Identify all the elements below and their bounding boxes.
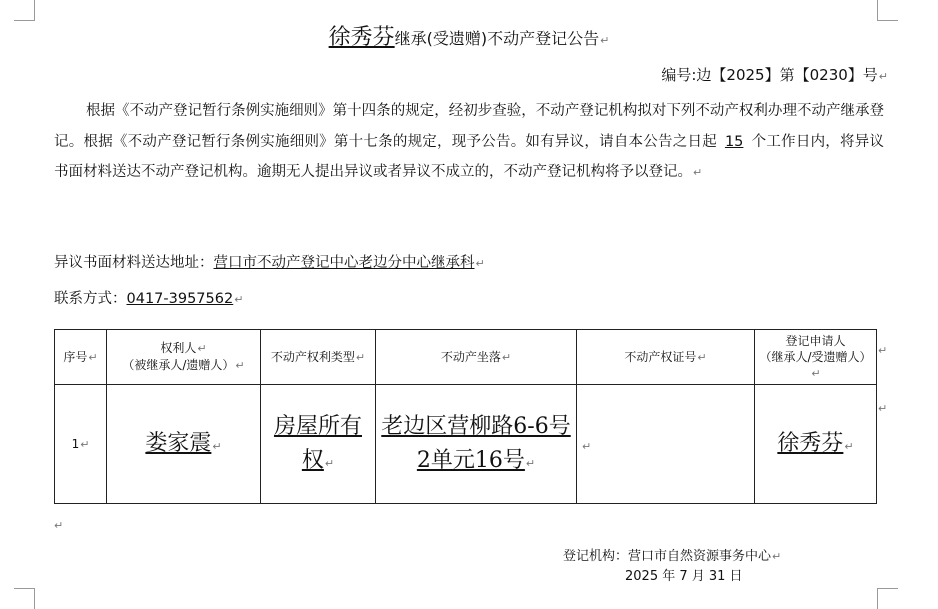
header-cert-no-text: 不动产权证号 [624, 349, 697, 364]
header-applicant-line1: 登记申请人 [785, 333, 846, 348]
header-location-text: 不动产坐落 [440, 349, 501, 364]
address-label: 异议书面材料送达地址： [54, 255, 214, 271]
registration-authority [563, 545, 781, 564]
paragraph-mark: ↵ [772, 550, 782, 563]
paragraph-mark: ↵ [878, 70, 888, 83]
cell-applicant-text: 徐秀芬 [777, 431, 844, 456]
cell-index-text: 1 [71, 437, 80, 451]
registration-authority-text: 登记机构：营口市自然资源事务中心 [563, 549, 772, 564]
paragraph-mark: ↵ [693, 166, 703, 179]
cell-cert-no [577, 385, 755, 504]
document-number-text: 编号:边【2025】第【0230】号 [661, 66, 878, 84]
paragraph-mark: ↵ [235, 359, 245, 372]
paragraph-mark: ↵ [525, 457, 536, 470]
header-location [376, 330, 577, 385]
paragraph-mark: ↵ [324, 457, 335, 470]
contact-label: 联系方式： [54, 291, 127, 307]
title-heir-name: 徐秀芬 [328, 25, 395, 50]
header-right-type-text: 不动产权利类型 [270, 349, 355, 364]
cell-holder [107, 385, 261, 504]
cell-right-type-text: 房屋所有权 [273, 414, 362, 473]
row-end-mark: ↵ [878, 402, 888, 415]
paragraph-mark: ↵ [355, 350, 366, 364]
header-applicant [755, 330, 877, 385]
paragraph-mark: ↵ [811, 366, 821, 380]
notice-date: 2025 年 7 月 31 日 [625, 569, 743, 584]
paragraph-mark: ↵ [88, 350, 98, 364]
cell-index [55, 385, 107, 504]
paragraph-mark: ↵ [844, 440, 854, 453]
cell-location [376, 385, 577, 504]
table-row [55, 385, 877, 504]
header-cert-no [577, 330, 755, 385]
notice-text-part1: 根据《不动产登记暂行条例实施细则》第十四条的规定，经初步查验，不动产登记机构拟对下列不动产权利办理不动产继承登记。根据《不动产登记暂行条例实施细则》第十七条的规定，现予公告。如有异议，请自本公告之日起 [54, 103, 884, 150]
notice-text-part2: 个工作日内，将异议书面材料送达不动产登记机构。逾期无人提出异议或者异议不成立的，不动产登记机构将予以登记。 [54, 133, 884, 180]
contact-info [54, 287, 243, 308]
paragraph-mark: ↵ [80, 438, 90, 451]
margin-corner-bottom-right [877, 588, 898, 609]
cell-right-type [261, 385, 376, 504]
margin-corner-top-right [877, 0, 898, 21]
header-holder-line1: 权利人 [160, 341, 197, 355]
margin-corner-bottom-left [14, 588, 35, 609]
paragraph-mark: ↵ [582, 439, 592, 453]
margin-corner-top-left [14, 0, 35, 21]
empty-paragraph-mark: ↵ [54, 519, 64, 532]
header-right-type [261, 330, 376, 385]
header-applicant-line2: （继承人/受遗赠人） [759, 349, 872, 364]
notice-paragraph [54, 96, 884, 189]
paragraph-mark: ↵ [475, 257, 485, 270]
paragraph-mark: ↵ [501, 350, 512, 364]
paragraph-mark: ↵ [234, 293, 244, 306]
row-end-mark: ↵ [878, 344, 888, 357]
cell-location-text: 老边区营柳路6-6号2单元16号 [381, 414, 571, 473]
document-title [0, 20, 938, 51]
contact-value: 0417-3957562 [126, 291, 234, 307]
cell-holder-text: 娄家震 [145, 431, 212, 456]
title-text: 继承(受遗赠)不动产登记公告 [394, 29, 600, 48]
header-holder-line2: （被继承人/遗赠人） [122, 358, 235, 372]
cell-applicant [755, 385, 877, 504]
paragraph-mark: ↵ [697, 350, 707, 364]
document-number [661, 64, 888, 85]
registration-table [54, 329, 877, 504]
paragraph-mark: ↵ [600, 34, 610, 47]
notice-days: 15 [724, 133, 744, 150]
header-holder [107, 330, 261, 385]
header-index [55, 330, 107, 385]
header-index-text: 序号 [63, 349, 88, 364]
address-value: 营口市不动产登记中心老边分中心继承科 [213, 255, 475, 271]
paragraph-mark: ↵ [197, 342, 207, 355]
paragraph-mark: ↵ [212, 440, 222, 453]
objection-address [54, 251, 485, 272]
table-header-row [55, 330, 877, 385]
